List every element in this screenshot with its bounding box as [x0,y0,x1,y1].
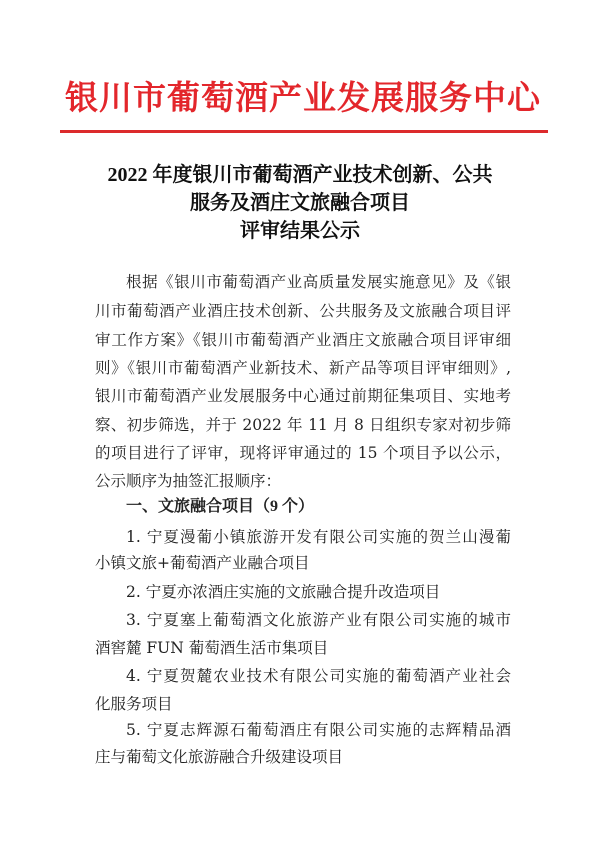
body-line: 则》《银川市葡萄酒产业新技术、新产品等项目评审细则》, [95,359,511,377]
red-divider-line [60,130,548,133]
issuing-organization-header: 银川市葡萄酒产业发展服务中心 [65,81,541,117]
list-item: 2. 宁夏亦浓酒庄实施的文旅融合提升改造项目 [126,583,441,601]
list-item-continuation: 庄与葡萄文化旅游融合升级建设项目 [95,748,344,766]
list-item: 3. 宁夏塞上葡萄酒文化旅游产业有限公司实施的城市 [126,611,511,629]
list-item: 4. 宁夏贺麓农业技术有限公司实施的葡萄酒产业社会 [126,667,511,685]
body-line: 银川市葡萄酒产业发展服务中心通过前期征集项目、实地考 [95,387,511,405]
list-item: 1. 宁夏漫葡小镇旅游开发有限公司实施的贺兰山漫葡 [126,528,511,546]
list-item-continuation: 酒窖麓 FUN 葡萄酒生活市集项目 [95,639,329,657]
list-item: 5. 宁夏志辉源石葡萄酒庄有限公司实施的志辉精品酒 [126,721,511,739]
body-line: 根据《银川市葡萄酒产业高质量发展实施意见》及《银 [126,273,511,291]
body-line: 察、初步筛选，并于 2022 年 11 月 8 日组织专家对初步筛 [95,416,511,434]
body-line: 川市葡萄酒产业酒庄技术创新、公共服务及文旅融合项目评 [95,302,511,320]
section-heading: 一、文旅融合项目（9 个） [126,498,315,515]
body-line: 公示顺序为抽签汇报顺序： [95,472,282,490]
document-title-line-1: 2022 年度银川市葡萄酒产业技术创新、公共 [107,164,493,186]
list-item-continuation: 小镇文旅+葡萄酒产业融合项目 [95,554,310,572]
body-line: 的项目进行了评审，现将评审通过的 15 个项目予以公示， [95,444,511,462]
body-line: 审工作方案》《银川市葡萄酒产业酒庄文旅融合项目评审细 [95,331,511,349]
list-item-continuation: 化服务项目 [95,695,173,713]
document-title-line-3: 评审结果公示 [240,220,360,242]
document-title-line-2: 服务及酒庄文旅融合项目 [190,192,410,214]
